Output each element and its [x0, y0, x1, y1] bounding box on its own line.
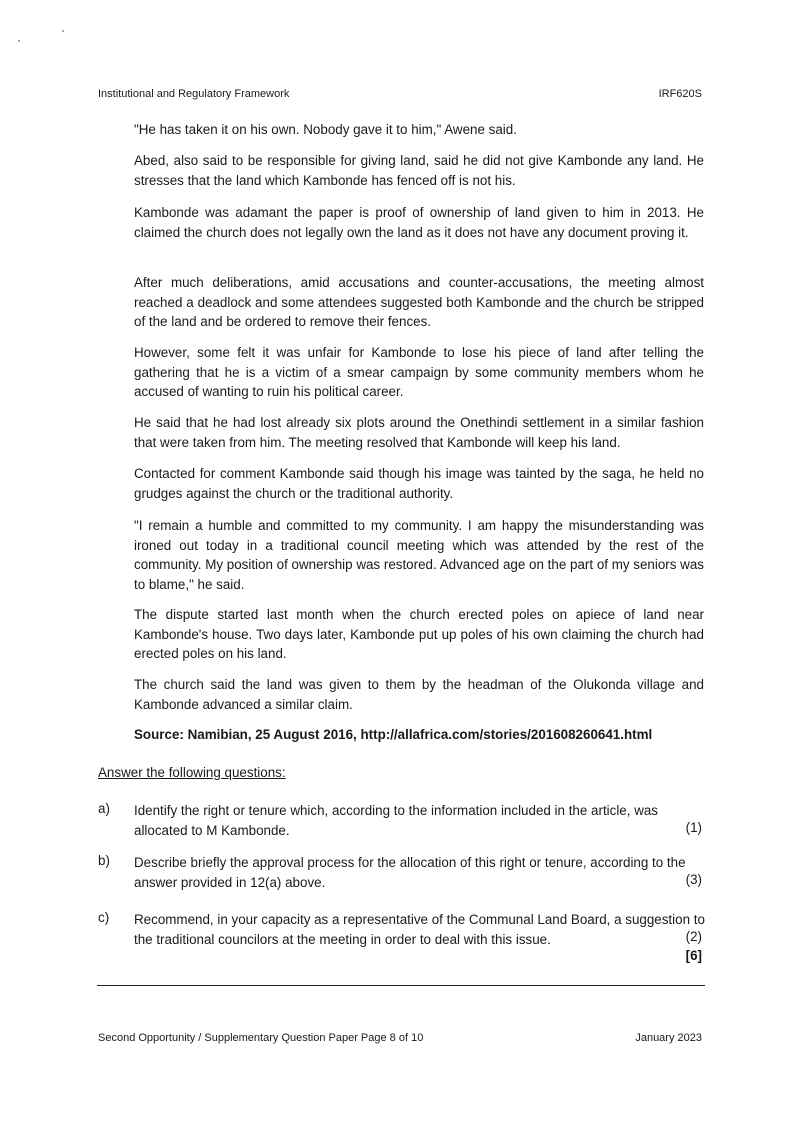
footer-date: January 2023	[635, 1032, 702, 1044]
article-paragraph: He said that he had lost already six plots around the Onethindi settlement in a similar fashion that were taken from him. The meeting resolved that Kambonde will keep his land.	[134, 415, 704, 450]
question-letter: c)	[98, 910, 110, 925]
scan-speck	[18, 40, 20, 42]
header-course-title: Institutional and Regulatory Framework	[98, 88, 290, 100]
scan-speck	[62, 30, 64, 32]
question-marks: (1)	[685, 820, 702, 835]
question-marks: (2)	[685, 929, 702, 944]
article-paragraph: The church said the land was given to them by the headman of the Olukonda village and Kambonde advanced a similar claim.	[134, 677, 704, 712]
article-paragraph: After much deliberations, amid accusations and counter-accusations, the meeting almost reached a deadlock and some attendees suggested both Kambonde and the church be stripped of the land and be ordered to remove their fences.	[134, 275, 704, 330]
article-paragraph: "I remain a humble and committed to my community. I am happy the misunderstanding was ironed out today in a traditional council meeting which was attended by the rest of the community. My position of ownership was restored. Advanced age on the part of my seniors was to blame," he said.	[134, 518, 704, 592]
section-divider	[97, 985, 705, 986]
footer-page-info: Second Opportunity / Supplementary Question Paper Page 8 of 10	[98, 1032, 424, 1044]
question-text: Describe briefly the approval process for the allocation of this right or tenure, according to the answer provided in 12(a) above.	[134, 855, 686, 890]
article-paragraph: Kambonde was adamant the paper is proof of ownership of land given to him in 2013. He claimed the church does not legally own the land as it does not have any document proving it.	[134, 205, 704, 240]
article-paragraph: However, some felt it was unfair for Kambonde to lose his piece of land after telling the gathering that he is a victim of a smear campaign by some community members whom he accused of wanting to ruin his political career.	[134, 345, 704, 400]
article-paragraph: The dispute started last month when the church erected poles on apiece of land near Kambonde's house. Two days later, Kambonde put up poles of his own claiming the church had erected poles on his land.	[134, 607, 704, 662]
question-letter: a)	[98, 801, 110, 816]
article-paragraph: Abed, also said to be responsible for giving land, said he did not give Kambonde any land. He stresses that the land which Kambonde has fenced off is not his.	[134, 153, 704, 188]
question-text: Identify the right or tenure which, according to the information included in the article, was allocated to M Kambonde.	[134, 803, 659, 838]
question-text: Recommend, in your capacity as a representative of the Communal Land Board, a suggestion to the traditional councilors at the meeting in order to deal with this issue.	[134, 912, 705, 947]
header-course-code: IRF620S	[658, 88, 702, 100]
question-letter: b)	[98, 853, 110, 868]
article-paragraph: "He has taken it on his own. Nobody gave it to him," Awene said.	[134, 122, 517, 137]
question-marks: (3)	[685, 872, 702, 887]
question-total-marks: [6]	[685, 948, 702, 963]
article-source: Source: Namibian, 25 August 2016, http://allafrica.com/stories/201608260641.html	[134, 727, 653, 742]
questions-heading: Answer the following questions:	[98, 765, 286, 780]
article-paragraph: Contacted for comment Kambonde said though his image was tainted by the saga, he held no grudges against the church or the traditional authority.	[134, 466, 704, 501]
